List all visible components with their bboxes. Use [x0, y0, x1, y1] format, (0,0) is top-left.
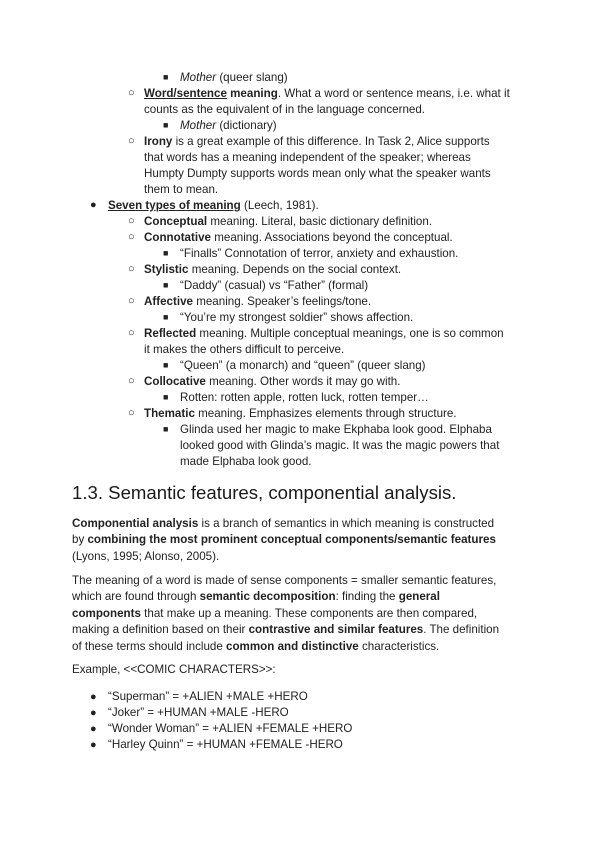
list-item-reflected: Reflected meaning. Multiple conceptual meanings, one is so common: [144, 327, 504, 340]
list-item-irony-cont: that words has a meaning independent of the speaker; whereas: [144, 151, 471, 164]
example-item: “Joker” = +HUMAN +MALE -HERO: [108, 706, 289, 719]
list-item-seven-types: Seven types of meaning (Leech, 1981).: [108, 199, 319, 212]
section-heading: 1.3. Semantic features, componential analysis.: [72, 482, 457, 503]
list-item-reflected-cont: it makes the others difficult to perceive.: [144, 343, 345, 356]
circle-bullet-icon: ○: [128, 231, 135, 243]
list-item-mother-queer: Mother (queer slang): [180, 71, 288, 84]
example-item: “Superman” = +ALIEN +MALE +HERO: [108, 690, 308, 703]
list-item-thematic: Thematic meaning. Emphasizes elements through structure.: [144, 407, 457, 420]
paragraph-sense-components: The meaning of a word is made of sense components = smaller semantic features, which are found through semantic decomposition: finding the general components that make up a meaning. These components are then compared, making a definition based on their contrastive and similar features. The definition of these terms should include common and distinctive characteristics.: [72, 574, 500, 653]
square-bullet-icon: ■: [163, 312, 169, 322]
circle-bullet-icon: ○: [128, 295, 135, 307]
example-item: “Harley Quinn” = +HUMAN +FEMALE -HERO: [108, 738, 343, 751]
list-item-affective: Affective meaning. Speaker’s feelings/tone.: [144, 295, 372, 308]
square-bullet-icon: ■: [163, 120, 169, 130]
square-bullet-icon: ■: [163, 392, 169, 402]
disc-bullet-icon: ●: [90, 723, 97, 735]
list-item-word-sentence-cont: counts as the equivalent of in the language concerned.: [144, 103, 426, 116]
list-item-soldier: “You’re my strongest soldier” shows affection.: [180, 311, 414, 324]
square-bullet-icon: ■: [163, 360, 169, 370]
list-item-queen: “Queen” (a monarch) and “queen” (queer slang): [180, 359, 426, 372]
circle-bullet-icon: ○: [128, 407, 135, 419]
list-item-daddy: “Daddy” (casual) vs “Father” (formal): [180, 279, 369, 292]
square-bullet-icon: ■: [163, 424, 169, 434]
circle-bullet-icon: ○: [128, 215, 135, 227]
square-bullet-icon: ■: [163, 248, 169, 258]
list-item-word-sentence: Word/sentence meaning. What a word or sentence means, i.e. what it: [144, 87, 510, 100]
list-item-collocative: Collocative meaning. Other words it may go with.: [144, 375, 401, 388]
list-item-irony-cont: them to mean.: [144, 183, 219, 196]
circle-bullet-icon: ○: [128, 263, 135, 275]
circle-bullet-icon: ○: [128, 135, 135, 147]
square-bullet-icon: ■: [163, 280, 169, 290]
square-bullet-icon: ■: [163, 72, 169, 82]
list-item-connotative: Connotative meaning. Associations beyond the conceptual.: [144, 231, 453, 244]
example-intro: Example, <<COMIC CHARACTERS>>:: [72, 663, 276, 676]
disc-bullet-icon: ●: [90, 739, 97, 751]
list-item-irony-cont: Humpty Dumpty supports words mean only what the speaker wants: [144, 167, 491, 180]
list-item-stylistic: Stylistic meaning. Depends on the social context.: [144, 263, 402, 276]
disc-bullet-icon: ●: [90, 199, 97, 211]
circle-bullet-icon: ○: [128, 375, 135, 387]
circle-bullet-icon: ○: [128, 87, 135, 99]
list-item-irony: Irony is a great example of this difference. In Task 2, Alice supports: [144, 135, 490, 148]
list-item-glinda-cont: looked good with Glinda’s magic. It was the magic powers that: [180, 439, 500, 452]
disc-bullet-icon: ●: [90, 691, 97, 703]
list-item-mother-dictionary: Mother (dictionary): [180, 119, 277, 132]
example-item: “Wonder Woman” = +ALIEN +FEMALE +HERO: [108, 722, 353, 735]
list-item-rotten: Rotten: rotten apple, rotten luck, rotten temper…: [180, 391, 429, 404]
list-item-finalls: “Finalls” Connotation of terror, anxiety and exhaustion.: [180, 247, 459, 260]
paragraph-componential-analysis: Componential analysis is a branch of semantics in which meaning is constructed by combining the most prominent conceptual components/semantic features (Lyons, 1995; Alonso, 2005).: [72, 517, 496, 563]
list-item-glinda: Glinda used her magic to make Ekphaba look good. Elphaba: [180, 423, 492, 436]
list-item-glinda-cont: made Elphaba look good.: [180, 455, 312, 468]
disc-bullet-icon: ●: [90, 707, 97, 719]
circle-bullet-icon: ○: [128, 327, 135, 339]
list-item-conceptual: Conceptual meaning. Literal, basic dictionary definition.: [144, 215, 433, 228]
